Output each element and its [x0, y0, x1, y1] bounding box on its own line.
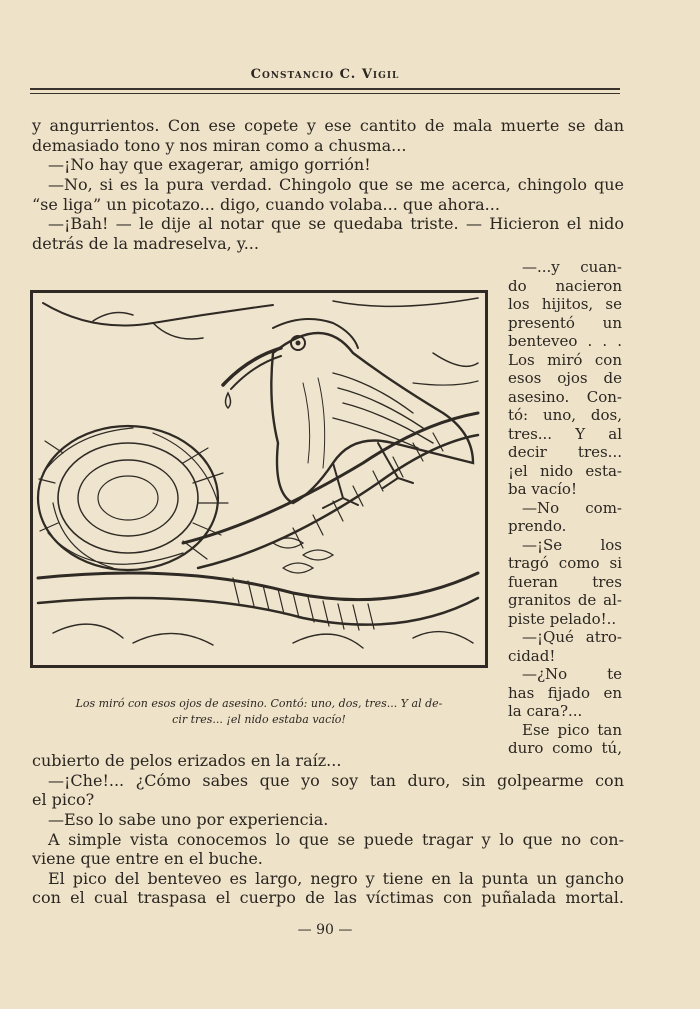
side-text-line: —¡Se los: [522, 536, 622, 554]
text-line: demasiado tono y nos miran como a chusma...: [32, 136, 407, 155]
side-text-line: benteveo . . .: [508, 332, 622, 350]
side-text-line: presentó un: [508, 314, 622, 332]
side-text-line: decir tres...: [508, 443, 622, 461]
page-number: — 90 —: [297, 922, 353, 938]
text-line: El pico del benteveo es largo, negro y tiene en la punta un gancho: [48, 869, 624, 888]
side-text-line: esos ojos de: [508, 369, 622, 387]
text-line: —Eso lo sabe uno por experiencia.: [48, 810, 329, 829]
side-text-line: Los miró con: [508, 351, 622, 369]
text-line: —¡Che!... ¿Cómo sabes que yo soy tan duro, sin golpearme con: [48, 771, 624, 790]
side-text-line: piste pelado!..: [508, 610, 617, 628]
text-line: con el cual traspasa el cuerpo de las víctimas con puñalada mortal.: [32, 888, 624, 907]
running-title: Constancio C. Vigil: [250, 67, 400, 82]
text-line: —¡No hay que exagerar, amigo gorrión!: [48, 155, 371, 174]
side-text-line: —¿No te: [522, 665, 622, 683]
side-text-line: ba vacío!: [508, 480, 577, 498]
side-text-line: tragó como si: [508, 554, 622, 572]
woodcut-drawing: [33, 293, 485, 665]
side-text-line: —¡Qué atro-: [522, 628, 622, 646]
side-text-line: —No com-: [522, 499, 622, 517]
side-text-line: los hijitos, se: [508, 295, 622, 313]
side-text-line: duro como tú,: [508, 739, 622, 757]
side-text-line: —...y cuan-: [522, 258, 622, 276]
side-text-line: Ese pico tan: [522, 721, 622, 739]
text-line: A simple vista conocemos lo que se puede tragar y lo que no con-: [48, 830, 624, 849]
header-rule-top: [30, 88, 620, 90]
bird-at-nest-woodcut-icon: [30, 290, 488, 668]
caption-line: Los miró con esos ojos de asesino. Contó: uno, dos, tres... Y al de-: [75, 697, 443, 710]
caption-line: cir tres... ¡el nido estaba vacío!: [172, 713, 346, 726]
side-text-line: tó: uno, dos,: [508, 406, 622, 424]
side-text-line: asesino. Con-: [508, 388, 622, 406]
illustration-caption: [30, 696, 488, 728]
text-line: “se liga” un picotazo... digo, cuando volaba... que ahora...: [32, 195, 500, 214]
side-text-line: granitos de al-: [508, 591, 622, 609]
header-rule-bottom: [30, 93, 620, 94]
text-line: el pico?: [32, 790, 95, 809]
text-line: cubierto de pelos erizados en la raíz...: [32, 751, 342, 770]
text-line: viene que entre en el buche.: [32, 849, 263, 868]
side-text-line: do nacieron: [508, 277, 622, 295]
text-line: detrás de la madreselva, y...: [32, 234, 259, 253]
text-line: —¡Bah! — le dije al notar que se quedaba triste. — Hicieron el nido: [48, 214, 624, 233]
side-text-line: fueran tres: [508, 573, 622, 591]
side-text-line: prendo.: [508, 517, 567, 535]
side-text-line: has fijado en: [508, 684, 622, 702]
text-line: y angurrientos. Con ese copete y ese cantito de mala muerte se dan: [32, 116, 624, 135]
side-text-line: cidad!: [508, 647, 556, 665]
text-line: —No, si es la pura verdad. Chingolo que se me acerca, chingolo que: [48, 175, 624, 194]
side-text-line: la cara?...: [508, 702, 583, 720]
side-text-line: tres... Y al: [508, 425, 622, 443]
side-text-line: ¡el nido esta-: [508, 462, 622, 480]
